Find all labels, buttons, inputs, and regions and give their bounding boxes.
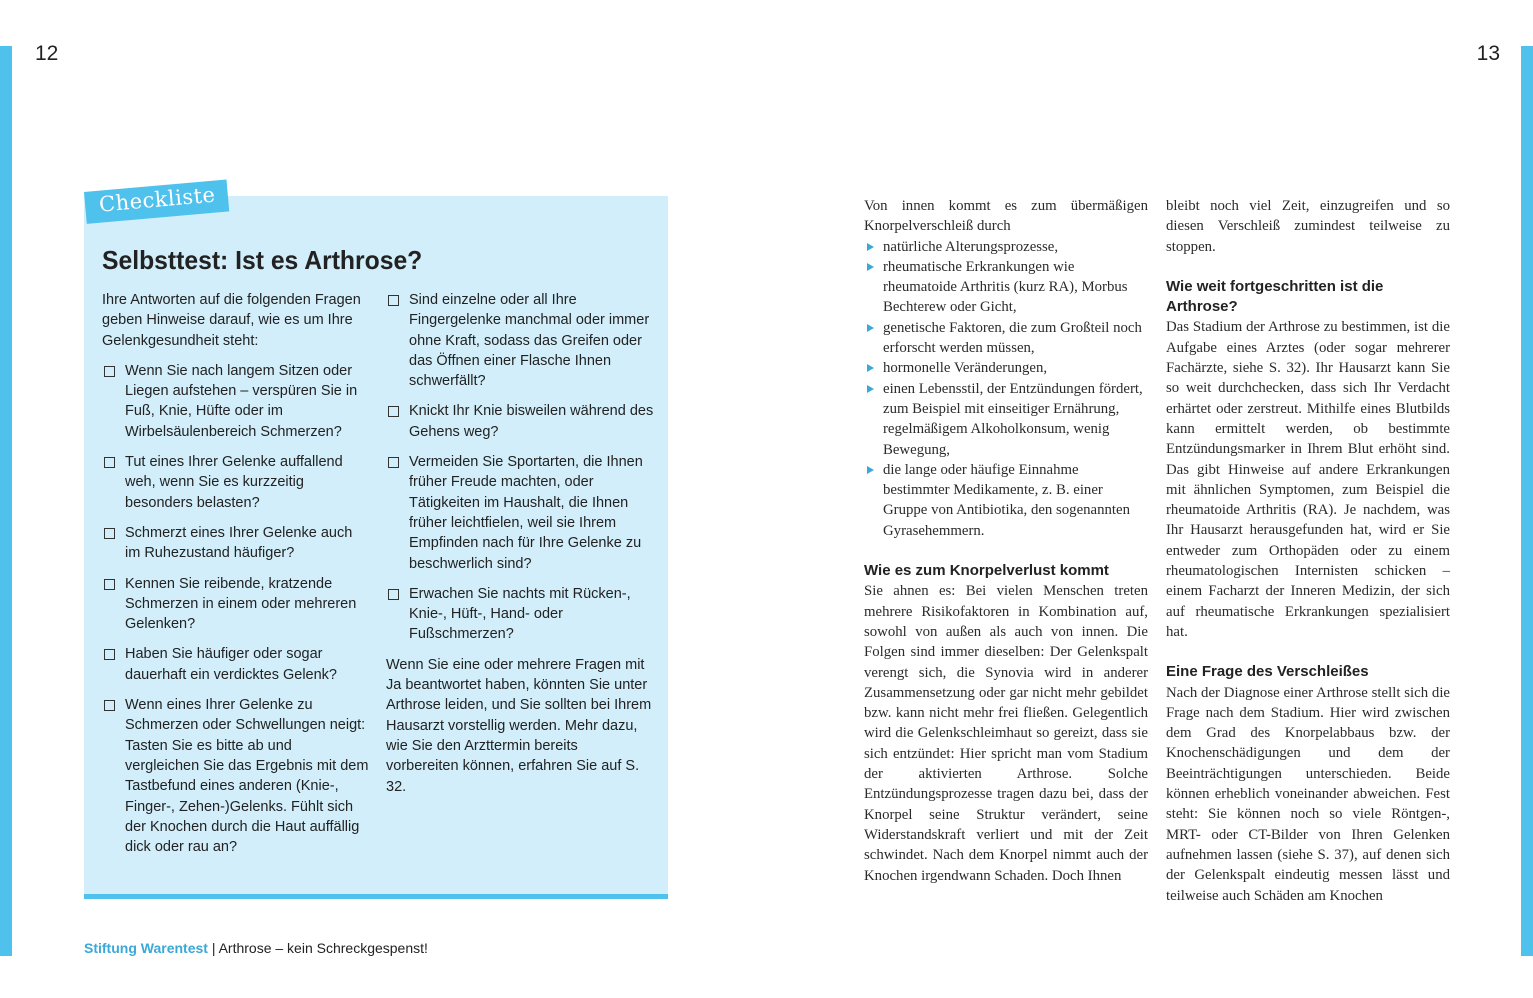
checklist-item <box>102 452 370 513</box>
checkbox-icon[interactable] <box>388 589 399 600</box>
checklist-item <box>386 401 654 442</box>
checkbox-icon[interactable] <box>104 579 115 590</box>
article-column-1 <box>864 196 1148 886</box>
checkbox-icon[interactable] <box>104 366 115 377</box>
checklist-item-text: Tut eines Ihrer Gelenke auffallend weh, wenn Sie es kurzzeitig besonders belasten? <box>125 454 343 511</box>
checklist-item <box>102 574 370 635</box>
list-item: die lange oder häufige Einnahme bestimmter Medikamente, z. B. einer Gruppe von Antibiotika, den sogenannten Gyrasehemmern. <box>864 460 1148 541</box>
list-item: hormonelle Veränderungen, <box>864 358 1148 378</box>
page-footer <box>84 940 428 956</box>
checklist-item-text: Vermeiden Sie Sportarten, die Ihnen früher Freude machten, oder Tätigkeiten im Haushalt, die Ihnen früher leichtfielen, weil sie Ihrem Empfinden nach für Ihre Gelenke zu beschwerlich sind? <box>409 454 643 572</box>
risk-factor-list <box>864 237 1148 541</box>
list-item: rheumatische Erkrankungen wie rheumatoide Arthritis (kurz RA), Morbus Bechterew oder Gicht, <box>864 257 1148 318</box>
footer-book-title: Arthrose – kein Schreckgespenst! <box>218 940 428 956</box>
checkbox-icon[interactable] <box>388 295 399 306</box>
checklist-item-text: Kennen Sie reibende, kratzende Schmerzen in einem oder mehreren Gelenken? <box>125 575 357 633</box>
checklist-tab: Checkliste <box>84 180 229 224</box>
checklist-item-text: Wenn Sie nach langem Sitzen oder Liegen aufstehen – verspüren Sie in Fuß, Knie, Hüfte oder im Wirbelsäulenbereich Schmerzen? <box>125 362 358 440</box>
section-text: Nach der Diagnose einer Arthrose stellt sich die Frage nach dem Stadium. Hier wird zwischen dem Grad des Knorpelabbaus bzw. der Knochenschädigungen und dem der Beeinträchtigungen unterschieden. Beide können erheblich voneinander abweichen. Fest steht: Sie können noch so viele Röntgen-, MRT- oder CT-Bilder von Ihren Gelenken aufnehmen lassen (siehe S. 37), auf denen sich der Gelenkspalt eindeutig messen lässt und teilweise auch Schäden am Knochen <box>1166 684 1450 904</box>
checklist-item <box>102 644 370 685</box>
section-text: Sie ahnen es: Bei vielen Menschen treten mehrere Risikofaktoren in Kombination auf, sowohl von außen als auch von innen. Die Folgen sind immer dieselben: Der Gelenkspalt verengt sich, die Synovia wird in anderer Zusammensetzung oder gar nicht mehr gebildet bzw. kann nicht mehr frei fließen. Gelegentlich wird die Gelenkschleimhaut so gereizt, dass sie sich entzündet: Hier spricht man vom Stadium der aktivierten Arthrose. Solche Entzündungsprozesse tragen dazu bei, dass der Knorpel seine Struktur verändert, seine Widerstandskraft verliert und mit der Zeit schwindet. Nach dem Knorpel nimmt auch der Knochen irgendwann Schaden. Doch Ihnen <box>864 583 1148 884</box>
list-item: einen Lebensstil, der Entzündungen fördert, zum Beispiel mit einseitiger Ernährung, regelmäßigem Alkoholkonsum, wenig Bewegung, <box>864 379 1148 460</box>
list-item: genetische Faktoren, die zum Großteil noch erforscht werden müssen, <box>864 318 1148 359</box>
checklist-item <box>386 290 654 391</box>
section-text: Das Stadium der Arthrose zu bestimmen, ist die Aufgabe eines Arztes (oder sogar mehrerer Fachärzte, siehe S. 32). Ihr Hausarzt kann Sie so weit durchchecken, dass sich Ihr Verdacht erhärtet oder zerstreut. Mithilfe eines Blutbilds kann ermittelt werden, ob bestimmte Entzündungsmarker in Ihrem Blut erhöht sind. Das gibt Hinweise auf andere Erkrankungen mit ähnlichen Symptomen, zum Beispiel die rheumatoide Arthritis (RA). Je nachdem, was Ihr Hausarzt herausgefunden hat, wird er Sie entweder zum Orthopäden oder zu einem rheumatologischen Internisten schicken – einem Facharzt der Inneren Medizin, der sich auf rheumatische Erkrankungen spezialisiert hat. <box>1166 319 1450 640</box>
checklist-item <box>386 584 654 645</box>
checkbox-icon[interactable] <box>104 649 115 660</box>
article-continuation: bleibt noch viel Zeit, einzugreifen und so diesen Verschleiß zumindest teilweise zu stoppen. <box>1166 198 1450 255</box>
footer-brand: Stiftung Warentest <box>84 940 208 956</box>
checklist-column-left <box>102 290 370 857</box>
checklist-item-text: Schmerzt eines Ihrer Gelenke auch im Ruhezustand häufiger? <box>125 524 353 562</box>
checklist-item <box>102 361 370 442</box>
page-number-right: 13 <box>1476 42 1500 65</box>
page-number-left: 12 <box>35 42 59 65</box>
checklist-column-right <box>386 290 654 797</box>
checkbox-icon[interactable] <box>104 528 115 539</box>
checklist-item <box>102 695 370 857</box>
section-heading: Wie es zum Knorpelverlust kommt <box>864 562 1109 580</box>
checkbox-icon[interactable] <box>388 457 399 468</box>
checkbox-icon[interactable] <box>388 406 399 417</box>
footer-separator: | <box>211 940 216 956</box>
checklist-intro: Ihre Antworten auf die folgenden Fragen geben Hinweise darauf, wie es um Ihre Gelenkgesundheit steht: <box>102 292 361 349</box>
checklist-item-text: Erwachen Sie nachts mit Rücken-, Knie-, Hüft-, Hand- oder Fußschmerzen? <box>409 585 631 643</box>
article-column-2 <box>1166 196 1450 906</box>
checklist-item-text: Sind einzelne oder all Ihre Fingergelenke manchmal oder immer ohne Kraft, sodass das Greifen oder das Öffnen einer Flasche Ihnen schwerfällt? <box>409 292 650 390</box>
section-heading: Wie weit fortgeschritten ist die Arthrose? <box>1166 277 1384 316</box>
left-edge-bar <box>0 46 12 956</box>
article-lead: Von innen kommt es zum übermäßigen Knorpelverschleiß durch <box>864 198 1148 235</box>
checklist-title: Selbsttest: Ist es Arthrose? <box>102 245 423 275</box>
right-edge-bar <box>1521 46 1533 956</box>
checklist-item <box>102 523 370 564</box>
checklist-item-text: Wenn eines Ihrer Gelenke zu Schmerzen oder Schwellungen neigt: Tasten Sie es bitte ab und vergleichen Sie das Ergebnis mit dem Tastbefund eines anderen (Knie-, Finger-, Zehen-)Gelenks. Fühlt sich der Knochen durch die Haut auffällig dick oder rau an? <box>125 697 369 856</box>
checklist-outro: Wenn Sie eine oder mehrere Fragen mit Ja beantwortet haben, könnten Sie unter Arthrose leiden, und Sie sollten bei Ihrem Hausarzt vorstellig werden. Mehr dazu, wie Sie den Arzttermin bereits vorbereiten können, erfahren Sie auf S. 32. <box>386 656 652 795</box>
checklist-item-text: Knickt Ihr Knie bisweilen während des Gehens weg? <box>409 403 654 440</box>
checkbox-icon[interactable] <box>104 700 115 711</box>
list-item: natürliche Alterungsprozesse, <box>864 237 1148 257</box>
checkbox-icon[interactable] <box>104 457 115 468</box>
checklist-item <box>386 452 654 574</box>
section-heading: Eine Frage des Verschleißes <box>1166 663 1369 681</box>
checklist-item-text: Haben Sie häufiger oder sogar dauerhaft ein verdicktes Gelenk? <box>125 646 337 683</box>
